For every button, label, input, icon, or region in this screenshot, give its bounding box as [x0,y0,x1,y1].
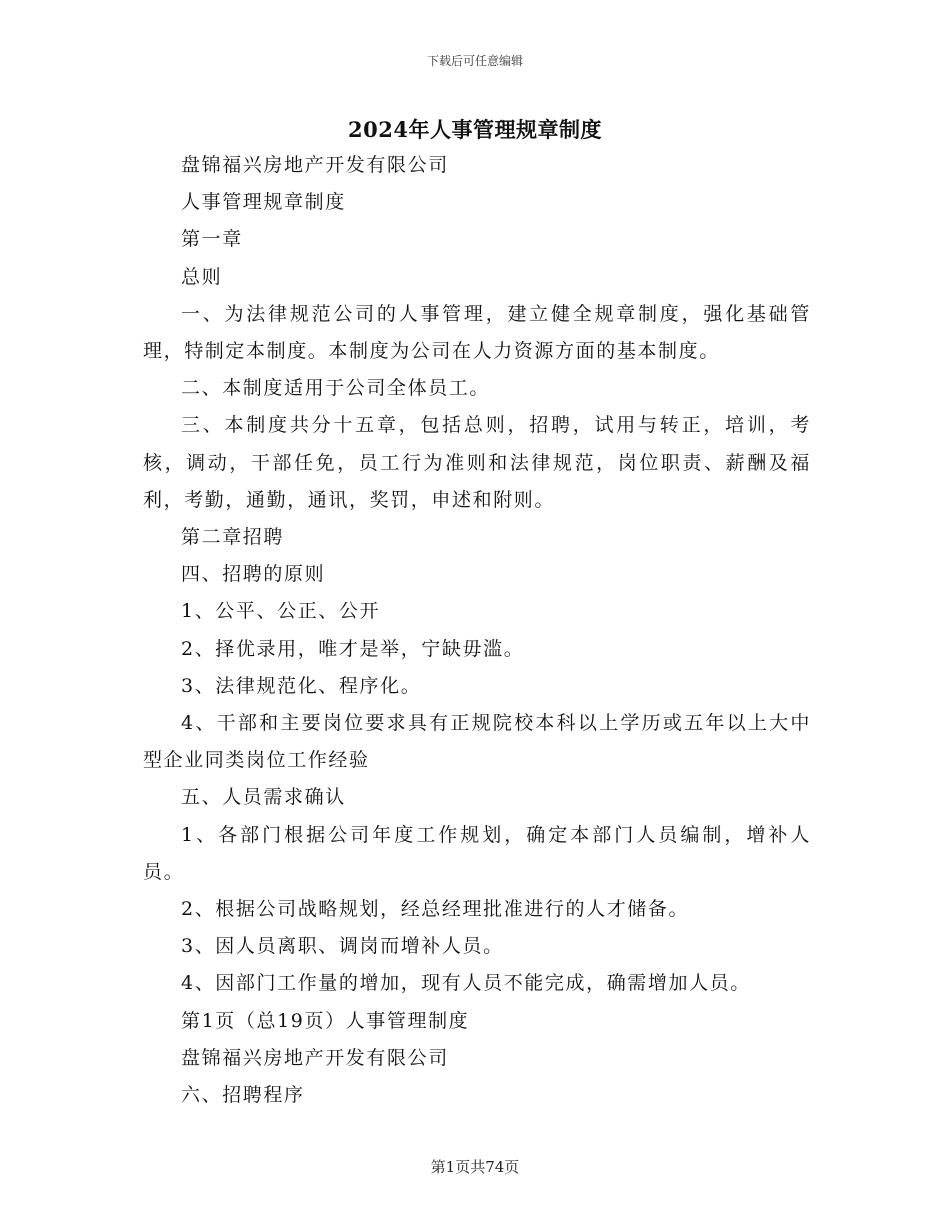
paragraph: 盘锦福兴房地产开发有限公司 [181,154,449,176]
paragraph: 2、择优录用，唯才是举，宁缺毋滥。 [181,637,525,660]
paragraph: 二、本制度适用于公司全体员工。 [181,377,491,400]
paragraph: 第一章 [181,228,243,251]
page-header: 下载后可任意编辑 [426,54,523,68]
paragraph: 一、为法律规范公司的人事管理，建立健全规章制度，强化基础管理，特制定本制度。本制度为公司在人力资源方面的基本制度。 [143,302,811,363]
paragraph: 六、招聘程序 [181,1084,305,1107]
page-footer: 第1页共74页 [430,1158,520,1176]
paragraph: 盘锦福兴房地产开发有限公司 [181,1046,449,1069]
paragraph: 1、公平、公正、公开 [181,600,381,623]
paragraph: 4、因部门工作量的增加，现有人员不能完成，确需增加人员。 [181,972,751,995]
paragraph: 2、根据公司战略规划，经总经理批准进行的人才储备。 [181,898,690,921]
paragraph: 三、本制度共分十五章，包括总则，招聘，试用与转正，培训，考核，调动，干部任免，员工行为准则和法律规范，岗位职责、薪酬及福利，考勤，通勤，通讯，奖罚，申述和附则。 [143,414,811,511]
document-title: 2024年人事管理规章制度 [348,117,602,142]
paragraph: 3、法律规范化、程序化。 [181,674,422,697]
paragraph: 4、干部和主要岗位要求具有正规院校本科以上学历或五年以上大中型企业同类岗位工作经验 [143,712,811,772]
paragraph: 人事管理规章制度 [181,191,346,214]
paragraph: 第二章招聘 [181,526,285,549]
paragraph: 1、各部门根据公司年度工作规划，确定本部门人员编制，增补人员。 [143,823,811,883]
document-body [143,147,811,1114]
paragraph: 总则 [181,265,223,288]
paragraph: 四、招聘的原则 [181,563,326,586]
paragraph: 3、因人员离职、调岗而增补人员。 [181,935,504,958]
paragraph: 第1页（总19页）人事管理制度 [181,1009,470,1032]
paragraph: 五、人员需求确认 [181,786,346,809]
